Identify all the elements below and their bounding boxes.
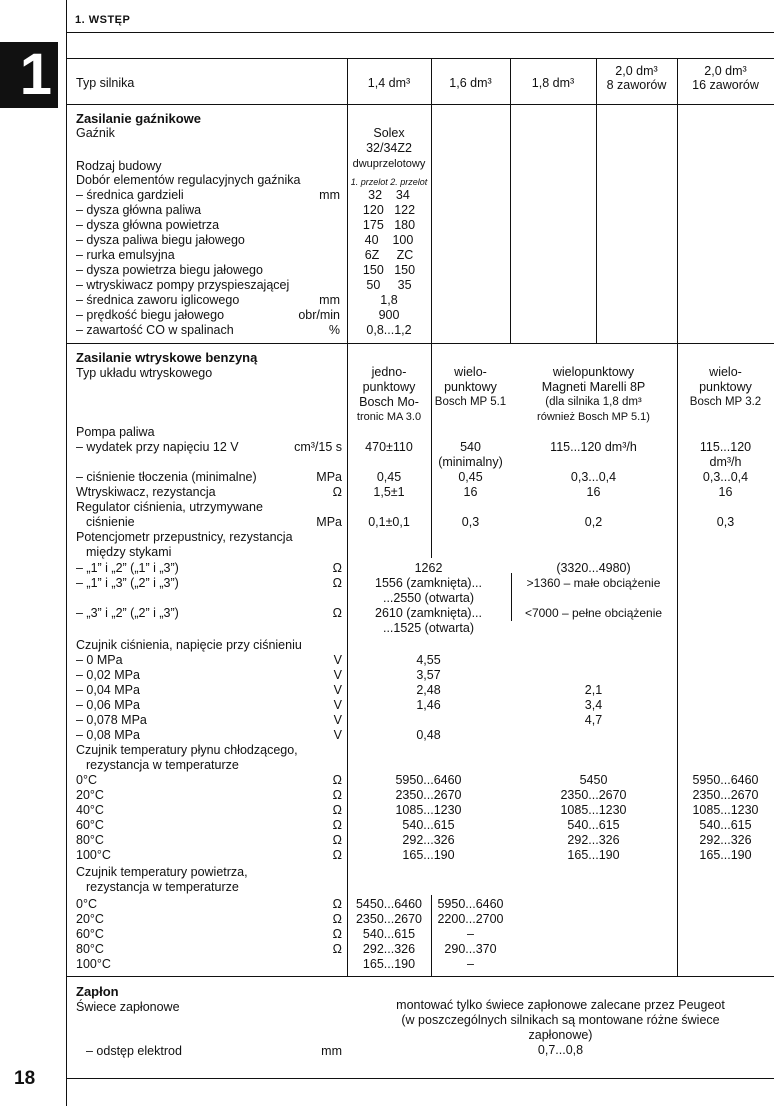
flow-c34: 115...120 dm³/h xyxy=(550,440,637,454)
inj-type-c34: wielopunktowy xyxy=(552,365,635,379)
at-row-label: 20°C xyxy=(76,912,104,926)
ign-section-title: Zapłon xyxy=(76,984,119,999)
map-row-v34: 4,7 xyxy=(584,713,603,727)
carb-value: 6Z ZC xyxy=(364,248,414,262)
carb-section-border xyxy=(66,343,774,344)
ct-row-label: 100°C xyxy=(76,848,111,862)
press-label: – ciśnienie tłoczenia (minimalne) xyxy=(76,470,257,484)
ct-row-v12: 5950...6460 xyxy=(395,773,462,787)
carb-label: Dobór elementów regulacyjnych gaźnika xyxy=(76,173,301,187)
col-header-1-6: 1,6 dm³ xyxy=(449,76,492,90)
carb-section-title: Zasilanie gaźnikowe xyxy=(76,111,201,126)
map-row-unit: V xyxy=(333,728,342,742)
carb-value: Solex xyxy=(373,126,405,140)
at-label: Czujnik temperatury powietrza, xyxy=(76,865,248,879)
ct-row-unit: Ω xyxy=(332,773,342,787)
flow-c5a: 115...120 xyxy=(699,440,752,454)
header-rule xyxy=(66,32,774,33)
reg-c5: 0,3 xyxy=(716,515,735,529)
at-row-v1: 292...326 xyxy=(362,942,416,956)
inj-type-c5: wielo- xyxy=(709,365,742,379)
ct-row-v5: 165...190 xyxy=(699,848,752,862)
ct-row-unit: Ω xyxy=(332,818,342,832)
inj-type-c2: Bosch MP 5.1 xyxy=(434,396,507,408)
reg-c2: 0,3 xyxy=(461,515,480,529)
ct-row-unit: Ω xyxy=(332,788,342,802)
chapter-tab: 1 xyxy=(0,42,58,108)
inj-type-c34: Magneti Marelli 8P xyxy=(541,380,646,394)
carb-label: – prędkość biegu jałowego xyxy=(76,308,225,322)
carb-value: 150 150 xyxy=(362,263,416,277)
ct-row-v34: 292...326 xyxy=(567,833,620,847)
header-row-border xyxy=(66,104,774,105)
at-row-v2: – xyxy=(467,957,474,971)
inj-type-c1: jedno- xyxy=(371,365,407,379)
flow-c2a: 540 xyxy=(460,440,481,454)
carb-label: Gaźnik xyxy=(76,126,115,140)
press-c1: 0,45 xyxy=(376,470,402,484)
injres-c2: 16 xyxy=(463,485,478,499)
pot-label: między stykami xyxy=(86,545,172,559)
inj-section-border xyxy=(66,976,774,977)
plugs-text: zapłonowe) xyxy=(528,1028,593,1042)
carb-label: – dysza powietrza biegu jałowego xyxy=(76,263,263,277)
pot-row-label: – „3” i „2” („2” i „3”) xyxy=(76,606,179,620)
map-label: Czujnik ciśnienia, napięcie przy ciśnieniu xyxy=(76,638,302,652)
ct-row-v12: 2350...2670 xyxy=(395,788,462,802)
map-row-unit: V xyxy=(333,668,342,682)
inj-type-c1: punktowy xyxy=(362,380,416,394)
map-row-unit: V xyxy=(333,713,342,727)
inj-type-c34: również Bosch MP 5.1) xyxy=(537,411,650,423)
map-row-label: – 0 MPa xyxy=(76,653,123,667)
carb-label: – średnica zaworu iglicowego xyxy=(76,293,240,307)
pot-row-label: – „1” i „2” („1” i „3”) xyxy=(76,561,179,575)
carb-value: 40 100 xyxy=(364,233,414,247)
carb-value: dwuprzelotowy xyxy=(352,158,426,170)
at-row-v1: 5450...6460 xyxy=(355,897,423,911)
reg-label: Regulator ciśnienia, utrzymywane xyxy=(76,500,263,514)
ct-row-v12: 165...190 xyxy=(402,848,455,862)
flow-unit: cm³/15 s xyxy=(294,440,342,454)
row-label-header: Typ silnika xyxy=(76,76,135,90)
inj-type-label: Typ układu wtryskowego xyxy=(76,366,213,380)
map-row-label: – 0,08 MPa xyxy=(76,728,140,742)
at-row-v1: 165...190 xyxy=(362,957,416,971)
pot-row-label: – „1” i „3” („2” i „3”) xyxy=(76,576,179,590)
carb-value: 32 34 xyxy=(368,188,410,202)
map-row-unit: V xyxy=(333,683,342,697)
ct-row-v5: 540...615 xyxy=(699,818,752,832)
carb-unit: mm xyxy=(319,293,340,307)
map-row-unit: V xyxy=(333,698,342,712)
inj-section-title: Zasilanie wtryskowe benzyną xyxy=(76,350,258,365)
map-row-v12: 1,46 xyxy=(416,698,441,712)
map-row-v12: 0,48 xyxy=(416,728,441,742)
at-row-label: 60°C xyxy=(76,927,104,941)
carb-label: – zawartość CO w spalinach xyxy=(76,323,234,337)
carb-unit: obr/min xyxy=(298,308,340,322)
pot-row-v12: 2610 (zamknięta)... xyxy=(375,606,482,620)
plugs-text: montować tylko świece zapłonowe zalecane przez Peugeot xyxy=(396,998,725,1012)
carb-value: 1. przelot 2. przelot xyxy=(350,177,428,187)
map-row-v12: 2,48 xyxy=(416,683,441,697)
inj-type-c5: punktowy xyxy=(699,380,752,394)
ct-row-label: 80°C xyxy=(76,833,104,847)
map-row-v12: 3,57 xyxy=(416,668,441,682)
injres-c1: 1,5±1 xyxy=(373,485,405,499)
ct-row-label: 20°C xyxy=(76,788,104,802)
at-row-v1: 540...615 xyxy=(362,927,416,941)
ct-row-unit: Ω xyxy=(332,848,342,862)
ct-row-v5: 2350...2670 xyxy=(692,788,759,802)
at-label: rezystancja w temperaturze xyxy=(86,880,239,894)
ct-row-label: 0°C xyxy=(76,773,97,787)
pot-row-unit: Ω xyxy=(332,606,342,620)
plugs-text: (w poszczególnych silnikach są montowane różne świece xyxy=(401,1013,720,1027)
flow-c5b: dm³/h xyxy=(709,455,742,469)
pot-row-unit: Ω xyxy=(332,576,342,590)
ct-row-v5: 1085...1230 xyxy=(692,803,759,817)
inj-type-c34: (dla silnika 1,8 dm³ xyxy=(545,396,642,408)
ct-label: Czujnik temperatury płynu chłodzącego, xyxy=(76,743,298,757)
carb-label: Rodzaj budowy xyxy=(76,159,162,173)
pot-row-v12: ...2550 (otwarta) xyxy=(382,591,474,605)
map-row-label: – 0,04 MPa xyxy=(76,683,140,697)
ct-row-v34: 540...615 xyxy=(567,818,620,832)
at-row-v2: 5950...6460 xyxy=(437,897,504,911)
press-unit: MPa xyxy=(316,470,342,484)
carb-label: – dysza główna paliwa xyxy=(76,203,202,217)
page-number: 18 xyxy=(14,1068,36,1089)
injres-c34: 16 xyxy=(586,485,601,499)
reg-c1: 0,1±0,1 xyxy=(368,515,410,529)
pot-row-v12: ...1525 (otwarta) xyxy=(382,621,474,635)
injres-c5: 16 xyxy=(718,485,733,499)
at-row-label: 100°C xyxy=(76,957,111,971)
col-divider-3 xyxy=(510,58,511,343)
col-header-2-0-8v-a: 2,0 dm³ xyxy=(615,64,658,78)
map-row-label: – 0,02 MPa xyxy=(76,668,140,682)
ct-row-v34: 1085...1230 xyxy=(560,803,627,817)
inj-type-c2: punktowy xyxy=(444,380,497,394)
press-c34: 0,3...0,4 xyxy=(570,470,617,484)
carb-unit: % xyxy=(328,323,340,337)
pot-row-v12: 1262 xyxy=(414,561,443,575)
at-row-label: 80°C xyxy=(76,942,104,956)
inj-type-c5: Bosch MP 3.2 xyxy=(689,396,762,408)
section-heading: 1. WSTĘP xyxy=(75,14,131,26)
ct-row-label: 40°C xyxy=(76,803,104,817)
at-row-unit: Ω xyxy=(332,912,342,926)
at-row-v2: 2200...2700 xyxy=(437,912,504,926)
carb-label: – dysza paliwa biegu jałowego xyxy=(76,233,245,247)
at-row-v2: – xyxy=(467,927,474,941)
press-c5: 0,3...0,4 xyxy=(702,470,749,484)
col-divider-pot-b xyxy=(677,573,678,621)
inj-type-c1: Bosch Mo- xyxy=(359,395,419,409)
table-bottom-border xyxy=(66,1078,774,1079)
reg-c34: 0,2 xyxy=(584,515,603,529)
carb-label: – średnica gardzieli xyxy=(76,188,184,202)
injres-unit: Ω xyxy=(332,485,342,499)
ct-row-unit: Ω xyxy=(332,833,342,847)
gap-unit: mm xyxy=(321,1044,342,1058)
col-header-1-4: 1,4 dm³ xyxy=(367,76,411,90)
ct-row-v12: 292...326 xyxy=(402,833,455,847)
at-row-unit: Ω xyxy=(332,942,342,956)
at-row-unit: Ω xyxy=(332,897,342,911)
carb-value: 175 180 xyxy=(362,218,416,232)
press-c2: 0,45 xyxy=(458,470,483,484)
ct-row-v5: 5950...6460 xyxy=(692,773,759,787)
ct-label: rezystancja w temperaturze xyxy=(86,758,239,772)
ct-row-v12: 540...615 xyxy=(402,818,455,832)
carb-value: 0,8...1,2 xyxy=(366,323,412,337)
at-row-label: 0°C xyxy=(76,897,97,911)
pot-row-v34: (3320...4980) xyxy=(556,561,631,575)
col-divider-4 xyxy=(596,58,597,343)
col-header-2-0-8v-b: 8 zaworów xyxy=(606,78,667,92)
inj-type-c2: wielo- xyxy=(454,365,487,379)
carb-value: 900 xyxy=(378,308,400,322)
ct-row-label: 60°C xyxy=(76,818,104,832)
ct-row-v34: 5450 xyxy=(579,773,608,787)
ct-row-unit: Ω xyxy=(332,803,342,817)
col-header-2-0-16v-b: 16 zaworów xyxy=(692,78,759,92)
col-header-1-8: 1,8 dm³ xyxy=(531,76,575,90)
map-row-label: – 0,06 MPa xyxy=(76,698,140,712)
map-row-v34: 3,4 xyxy=(584,698,603,712)
ct-row-v34: 165...190 xyxy=(567,848,620,862)
map-row-unit: V xyxy=(333,653,342,667)
pot-row-v12: 1556 (zamknięta)... xyxy=(375,576,482,590)
pot-row-v34: >1360 – małe obciążenie xyxy=(526,576,661,590)
col-divider-2 xyxy=(431,58,432,343)
plugs-label: Świece zapłonowe xyxy=(76,1000,180,1014)
flow-label: – wydatek przy napięciu 12 V xyxy=(76,440,239,454)
ct-row-v12: 1085...1230 xyxy=(395,803,462,817)
flow-c1: 470±110 xyxy=(365,440,413,454)
carb-label: – rurka emulsyjna xyxy=(76,248,175,262)
at-row-v1: 2350...2670 xyxy=(355,912,423,926)
carb-unit: mm xyxy=(319,188,340,202)
flow-c2b: (minimalny) xyxy=(438,455,503,469)
map-row-v34: 2,1 xyxy=(584,683,603,697)
inj-type-c1: tronic MA 3.0 xyxy=(356,411,422,423)
ct-row-v5: 292...326 xyxy=(699,833,752,847)
map-row-v12: 4,55 xyxy=(416,653,441,667)
pot-label: Potencjometr przepustnicy, rezystancja xyxy=(76,530,293,544)
pump-label: Pompa paliwa xyxy=(76,425,155,439)
reg-label: ciśnienie xyxy=(86,515,135,529)
table-top-border xyxy=(66,58,774,59)
gap-label: – odstęp elektrod xyxy=(86,1044,182,1058)
carb-value: 50 35 xyxy=(366,278,412,292)
carb-value: 1,8 xyxy=(380,293,398,307)
at-row-unit: Ω xyxy=(332,927,342,941)
pot-row-v34: <7000 – pełne obciążenie xyxy=(524,606,663,620)
ct-row-v34: 2350...2670 xyxy=(560,788,627,802)
at-row-v2: 290...370 xyxy=(444,942,497,956)
col-header-2-0-16v-a: 2,0 dm³ xyxy=(704,64,747,78)
carb-label: – wtryskiwacz pompy przyspieszającej xyxy=(76,278,290,292)
carb-label: – dysza główna powietrza xyxy=(76,218,220,232)
reg-unit: MPa xyxy=(316,515,342,529)
carb-value: 120 122 xyxy=(362,203,416,217)
pot-row-unit: Ω xyxy=(332,561,342,575)
page-margin-line xyxy=(66,0,67,1106)
injres-label: Wtryskiwacz, rezystancja xyxy=(76,485,216,499)
carb-value: 32/34Z2 xyxy=(366,141,412,155)
map-row-label: – 0,078 MPa xyxy=(76,713,147,727)
gap-value: 0,7...0,8 xyxy=(537,1043,584,1057)
